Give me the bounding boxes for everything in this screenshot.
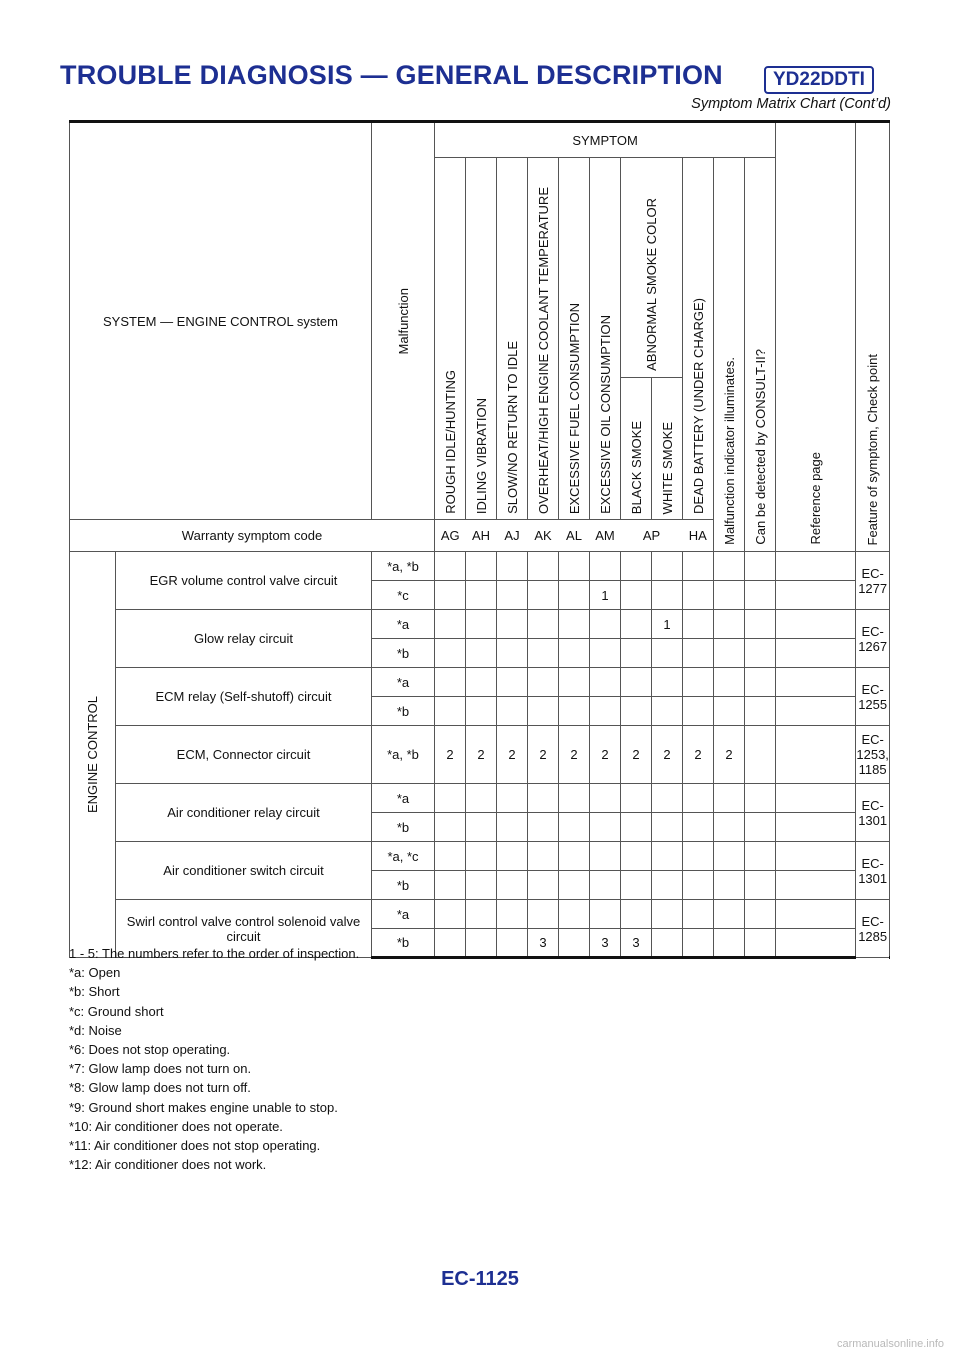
symptom-cell: 2 xyxy=(497,726,528,784)
symptom-cell xyxy=(559,900,590,929)
symptom-cell xyxy=(652,871,683,900)
symptom-cell xyxy=(621,668,652,697)
symptom-cell xyxy=(652,552,683,581)
symptom-cell xyxy=(652,813,683,842)
symptom-cell xyxy=(621,900,652,929)
symptom-mil: Malfunction indicator illuminates. xyxy=(714,158,745,552)
malfunction-type: *b xyxy=(372,639,435,668)
symptom-cell: 2 xyxy=(528,726,559,784)
symptom-cell xyxy=(776,581,856,610)
feature-header: Feature of symptom, Check point xyxy=(856,122,890,552)
symptom-cell xyxy=(466,900,497,929)
system-header: SYSTEM — ENGINE CONTROL system xyxy=(70,122,372,520)
symptom-cell xyxy=(559,842,590,871)
symptom-cell xyxy=(714,900,745,929)
symptom-cell xyxy=(776,697,856,726)
symptom-cell xyxy=(466,639,497,668)
symptom-cell xyxy=(776,842,856,871)
reference-page: EC-1301 xyxy=(856,842,890,900)
symptom-cell xyxy=(714,784,745,813)
symptom-white-smoke: WHITE SMOKE xyxy=(652,378,683,520)
page-number: EC-1125 xyxy=(441,1268,519,1290)
symptom-cell xyxy=(621,581,652,610)
symptom-cell xyxy=(714,581,745,610)
symptom-cell xyxy=(528,842,559,871)
symptom-cell xyxy=(435,842,466,871)
symptom-cell xyxy=(776,639,856,668)
symptom-cell xyxy=(776,900,856,929)
symptom-cell xyxy=(745,726,776,784)
warranty-code: AL xyxy=(559,520,590,552)
warranty-code: AH xyxy=(466,520,497,552)
symptom-cell xyxy=(466,871,497,900)
symptom-cell xyxy=(590,871,621,900)
symptom-cell xyxy=(559,813,590,842)
group-label: ENGINE CONTROL xyxy=(70,552,116,958)
reference-page: EC-1253, 1185 xyxy=(856,726,890,784)
symptom-cell: 1 xyxy=(652,610,683,639)
symptom-cell xyxy=(776,668,856,697)
symptom-cell xyxy=(776,871,856,900)
symptom-cell xyxy=(621,697,652,726)
symptom-cell xyxy=(714,668,745,697)
symptom-cell xyxy=(497,900,528,929)
symptom-cell xyxy=(528,639,559,668)
symptom-cell xyxy=(528,697,559,726)
symptom-cell xyxy=(497,639,528,668)
symptom-cell: 3 xyxy=(621,929,652,958)
symptom-cell xyxy=(776,552,856,581)
symptom-cell xyxy=(559,668,590,697)
symptom-cell xyxy=(466,929,497,958)
symptom-cell: 1 xyxy=(590,581,621,610)
symptom-cell xyxy=(714,871,745,900)
symptom-cell xyxy=(590,784,621,813)
symptom-cell xyxy=(466,784,497,813)
symptom-cell xyxy=(435,668,466,697)
symptom-cell xyxy=(652,842,683,871)
symptom-cell xyxy=(528,610,559,639)
symptom-cell xyxy=(528,871,559,900)
footnote-line: *b: Short xyxy=(69,984,120,1000)
symptom-cell xyxy=(528,784,559,813)
symptom-cell xyxy=(745,900,776,929)
symptom-cell xyxy=(714,552,745,581)
symptom-cell xyxy=(683,639,714,668)
footnote-line: *10: Air conditioner does not operate. xyxy=(69,1118,283,1134)
watermark: carmanualsonline.info xyxy=(836,1338,944,1350)
symptom-cell: 2 xyxy=(652,726,683,784)
footnote-line: *a: Open xyxy=(69,965,121,981)
warranty-code: AG xyxy=(435,520,466,552)
footnote-line: *d: Noise xyxy=(69,1022,122,1038)
symptom-cell xyxy=(683,668,714,697)
symptom-cell xyxy=(652,668,683,697)
symptom-cell xyxy=(745,929,776,958)
symptom-cell xyxy=(466,697,497,726)
symptom-cell xyxy=(621,639,652,668)
symptom-cell xyxy=(714,813,745,842)
symptom-cell xyxy=(435,813,466,842)
symptom-cell: 2 xyxy=(621,726,652,784)
symptom-cell xyxy=(590,610,621,639)
malfunction-type: *b xyxy=(372,871,435,900)
symptom-cell xyxy=(745,697,776,726)
symptom-cell xyxy=(497,929,528,958)
symptom-cell xyxy=(559,581,590,610)
symptom-cell: 2 xyxy=(435,726,466,784)
symptom-cell: 3 xyxy=(528,929,559,958)
footnote-line: 1 - 5: The numbers refer to the order of inspection. xyxy=(69,946,360,961)
symptom-cell xyxy=(714,639,745,668)
symptom-cell xyxy=(497,668,528,697)
symptom-black-smoke: BLACK SMOKE xyxy=(621,378,652,520)
footnote-line: *12: Air conditioner does not work. xyxy=(69,1157,267,1173)
symptom-cell xyxy=(559,784,590,813)
warranty-label: Warranty symptom code xyxy=(70,520,435,552)
malfunction-type: *a, *c xyxy=(372,842,435,871)
symptom-cell xyxy=(466,610,497,639)
footnote-line: *7: Glow lamp does not turn on. xyxy=(69,1061,252,1077)
symptom-cell xyxy=(497,842,528,871)
model-badge: YD22DDTI xyxy=(764,66,874,94)
symptom-cell xyxy=(683,929,714,958)
symptom-cell xyxy=(621,610,652,639)
malfunction-type: *a xyxy=(372,900,435,929)
matrix-row xyxy=(70,552,890,581)
symptom-cell xyxy=(621,552,652,581)
symptom-cell xyxy=(435,900,466,929)
malfunction-type: *a, *b xyxy=(372,726,435,784)
symptom-cell xyxy=(466,668,497,697)
symptom-cell xyxy=(621,813,652,842)
malfunction-type: *a xyxy=(372,610,435,639)
symptom-fuel-consumption: EXCESSIVE FUEL CONSUMPTION xyxy=(559,158,590,520)
symptom-cell: 2 xyxy=(559,726,590,784)
footnote-line: *9: Ground short makes engine unable to stop. xyxy=(69,1099,338,1115)
symptom-cell xyxy=(714,697,745,726)
warranty-code: HA xyxy=(683,520,714,552)
reference-page: EC-1267 xyxy=(856,610,890,668)
malfunction-type: *b xyxy=(372,929,435,958)
symptom-cell xyxy=(683,552,714,581)
symptom-cell xyxy=(497,581,528,610)
malfunction-type: *a xyxy=(372,784,435,813)
symptom-cell xyxy=(745,668,776,697)
symptom-cell xyxy=(590,842,621,871)
symptom-cell xyxy=(590,813,621,842)
symptom-cell xyxy=(590,900,621,929)
symptom-cell xyxy=(621,784,652,813)
symptom-cell xyxy=(652,581,683,610)
symptom-cell xyxy=(528,813,559,842)
symptom-cell xyxy=(559,871,590,900)
item-name: ECM relay (Self-shutoff) circuit xyxy=(116,668,372,726)
symptom-cell xyxy=(435,581,466,610)
symptom-dead-battery: DEAD BATTERY (UNDER CHARGE) xyxy=(683,158,714,520)
reference-page: EC-1277 xyxy=(856,552,890,610)
symptom-cell xyxy=(466,581,497,610)
symptom-cell xyxy=(714,610,745,639)
symptom-cell: 2 xyxy=(683,726,714,784)
symptom-cell xyxy=(497,697,528,726)
footnote-line: *6: Does not stop operating. xyxy=(69,1042,231,1058)
symptom-cell xyxy=(745,842,776,871)
symptom-cell xyxy=(559,552,590,581)
symptom-cell xyxy=(435,784,466,813)
symptom-idling-vibration: IDLING VIBRATION xyxy=(466,158,497,520)
symptom-rough-idle: ROUGH IDLE/HUNTING xyxy=(435,158,466,520)
item-name: Swirl control valve control solenoid valve circuit xyxy=(116,900,372,958)
symptom-cell xyxy=(652,784,683,813)
matrix-row xyxy=(70,784,890,813)
symptom-cell xyxy=(652,929,683,958)
symptom-matrix-table xyxy=(69,120,890,959)
symptom-cell xyxy=(497,784,528,813)
matrix-row xyxy=(70,726,890,784)
symptom-cell xyxy=(528,552,559,581)
symptom-cell xyxy=(683,813,714,842)
symptom-cell xyxy=(745,784,776,813)
symptom-oil-consumption: EXCESSIVE OIL CONSUMPTION xyxy=(590,158,621,520)
symptom-cell xyxy=(683,784,714,813)
symptom-cell xyxy=(435,929,466,958)
symptom-cell xyxy=(435,639,466,668)
malfunction-header: Malfunction xyxy=(372,122,435,520)
symptom-cell xyxy=(745,552,776,581)
symptom-cell xyxy=(559,610,590,639)
symptom-cell xyxy=(683,900,714,929)
symptom-cell xyxy=(776,726,856,784)
symptom-cell xyxy=(466,842,497,871)
symptom-cell xyxy=(559,639,590,668)
symptom-cell xyxy=(776,929,856,958)
malfunction-type: *b xyxy=(372,813,435,842)
symptom-cell xyxy=(776,813,856,842)
page-subtitle: Symptom Matrix Chart (Cont’d) xyxy=(691,96,891,112)
symptom-cell xyxy=(745,813,776,842)
symptom-cell xyxy=(683,842,714,871)
symptom-slow-return: SLOW/NO RETURN TO IDLE xyxy=(497,158,528,520)
symptom-cell xyxy=(714,929,745,958)
symptom-cell: 3 xyxy=(590,929,621,958)
item-name: Air conditioner relay circuit xyxy=(116,784,372,842)
symptom-cell xyxy=(683,581,714,610)
symptom-cell xyxy=(652,900,683,929)
item-name: Glow relay circuit xyxy=(116,610,372,668)
symptom-cell xyxy=(590,552,621,581)
symptom-consult: Can be detected by CONSULT-II? xyxy=(745,158,776,552)
symptom-cell xyxy=(745,871,776,900)
footnote-line: *c: Ground short xyxy=(69,1003,164,1019)
symptom-cell xyxy=(497,552,528,581)
symptom-cell xyxy=(745,639,776,668)
symptom-cell xyxy=(559,697,590,726)
symptom-header: SYMPTOM xyxy=(435,122,776,158)
symptom-abnormal-smoke: ABNORMAL SMOKE COLOR xyxy=(621,158,683,378)
footnote-line: *11: Air conditioner does not stop operating. xyxy=(69,1138,321,1154)
symptom-cell xyxy=(776,784,856,813)
symptom-cell xyxy=(683,871,714,900)
symptom-cell xyxy=(528,581,559,610)
symptom-cell xyxy=(435,610,466,639)
warranty-code: AK xyxy=(528,520,559,552)
item-name: ECM, Connector circuit xyxy=(116,726,372,784)
warranty-code: AJ xyxy=(497,520,528,552)
symptom-cell: 2 xyxy=(714,726,745,784)
symptom-cell xyxy=(776,610,856,639)
symptom-cell xyxy=(435,552,466,581)
symptom-cell xyxy=(714,842,745,871)
footnote-line: *8: Glow lamp does not turn off. xyxy=(69,1080,251,1096)
symptom-cell xyxy=(435,697,466,726)
symptom-cell xyxy=(652,639,683,668)
symptom-cell xyxy=(683,610,714,639)
symptom-cell: 2 xyxy=(590,726,621,784)
symptom-cell xyxy=(621,842,652,871)
symptom-cell: 2 xyxy=(466,726,497,784)
footnotes xyxy=(69,944,359,1174)
symptom-cell xyxy=(466,813,497,842)
symptom-cell xyxy=(528,900,559,929)
matrix-row xyxy=(70,610,890,639)
matrix-row xyxy=(70,668,890,697)
symptom-cell xyxy=(621,871,652,900)
symptom-overheat: OVERHEAT/HIGH ENGINE COOLANT TEMPERATURE xyxy=(528,158,559,520)
reference-page: EC-1301 xyxy=(856,784,890,842)
malfunction-type: *c xyxy=(372,581,435,610)
item-name: EGR volume control valve circuit xyxy=(116,552,372,610)
symptom-cell xyxy=(590,668,621,697)
reference-page: EC-1285 xyxy=(856,900,890,958)
symptom-cell xyxy=(590,639,621,668)
symptom-cell xyxy=(683,697,714,726)
symptom-cell xyxy=(652,697,683,726)
reference-page-header: Reference page xyxy=(776,122,856,552)
symptom-cell xyxy=(466,552,497,581)
warranty-code: AM xyxy=(590,520,621,552)
matrix-row xyxy=(70,900,890,929)
symptom-cell xyxy=(497,610,528,639)
symptom-cell xyxy=(528,668,559,697)
symptom-cell xyxy=(745,610,776,639)
symptom-cell xyxy=(497,813,528,842)
malfunction-type: *a xyxy=(372,668,435,697)
symptom-cell xyxy=(590,697,621,726)
symptom-cell xyxy=(559,929,590,958)
reference-page: EC-1255 xyxy=(856,668,890,726)
item-name: Air conditioner switch circuit xyxy=(116,842,372,900)
symptom-cell xyxy=(745,581,776,610)
symptom-cell xyxy=(497,871,528,900)
malfunction-type: *b xyxy=(372,697,435,726)
malfunction-type: *a, *b xyxy=(372,552,435,581)
symptom-cell xyxy=(435,871,466,900)
warranty-code: AP xyxy=(621,520,683,552)
page-title: TROUBLE DIAGNOSIS — GENERAL DESCRIPTION xyxy=(60,60,723,90)
matrix-row xyxy=(70,842,890,871)
